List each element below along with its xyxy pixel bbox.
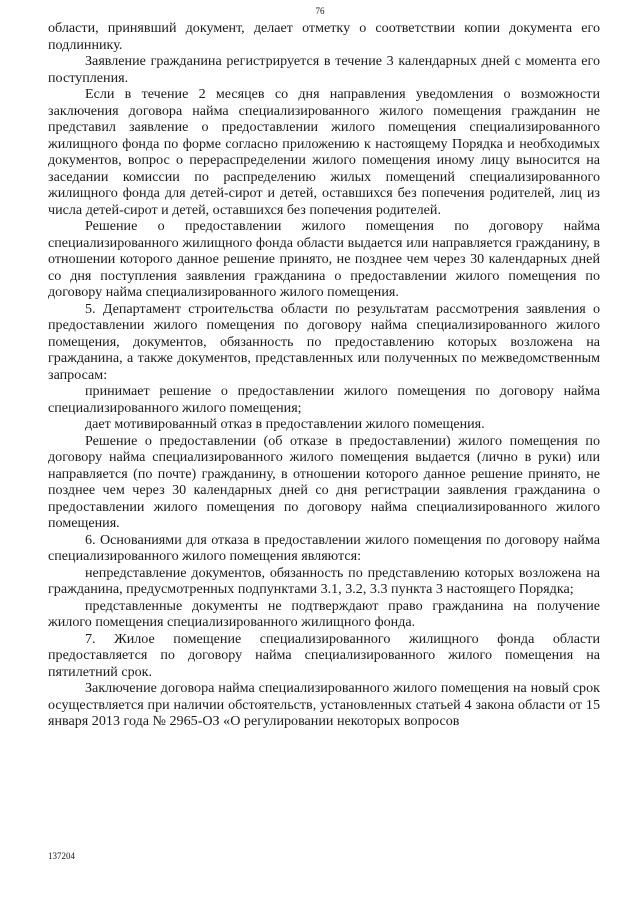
paragraph-11: представленные документы не подтверждают право гражданина на получение жилого помещения специализированного жилищного фонда. — [48, 597, 600, 630]
paragraph-3: Если в течение 2 месяцев со дня направления уведомления о возможности заключения договора найма специализированного жилого помещения гражданин не представил заявление о предоставлении жилого помещения специализированного жилищного фонда по форме согласно приложению к настоящему Порядка и необходимых документов, вопрос о перераспределении жилого помещения иному лицу выносится на заседании комиссии по распределению жилых помещений специализированного жилищного фонда для детей-сирот и детей, оставшихся без попечения родителей, лиц из числа детей-сирот и детей, оставшихся без попечения родителей. — [48, 86, 600, 218]
paragraph-10: непредставление документов, обязанность по представлению которых возложена на гражданина, предусмотренных подпунктами 3.1, 3.2, 3.3 пункта 3 настоящего Порядка; — [48, 564, 600, 597]
paragraph-8: Решение о предоставлении (об отказе в предоставлении) жилого помещения по договору найма специализированного жилого помещения выдается (лично в руки) или направляется (по почте) гражданину, в отношении которого данное решение принято, не позднее чем через 30 календарных дней со дня регистрации заявления гражданина о предоставлении жилого помещения по договору найма специализированного жилого помещения. — [48, 432, 600, 531]
paragraph-4: Решение о предоставлении жилого помещения по договору найма специализированного жилищного фонда области выдается или направляется гражданину, в отношении которого данное решение принято, не позднее чем через 30 календарных дней со дня поступления заявления гражданина о предоставлении жилого помещения по договору найма специализированного жилого помещения. — [48, 218, 600, 300]
document-code: 137204 — [48, 851, 75, 861]
paragraph-1: области, принявший документ, делает отметку о соответствии копии документа его подлиннику. — [48, 20, 600, 53]
paragraph-6: принимает решение о предоставлении жилого помещения по договору найма специализированного жилого помещения; — [48, 383, 600, 416]
paragraph-7: дает мотивированный отказ в предоставлении жилого помещения. — [85, 416, 485, 432]
paragraph-13: Заключение договора найма специализированного жилого помещения на новый срок осуществляется при наличии обстоятельств, установленных статьей 4 закона области от 15 января 2013 года № 2965-ОЗ «О регулировании некоторых вопросов — [48, 680, 600, 729]
paragraph-5: 5. Департамент строительства области по результатам рассмотрения заявления о предоставлении жилого помещения по договору найма специализированного жилого помещения, документов, обязанность по предоставлению которых возложена на гражданина, а также документов, представленных или полученных по межведомственным запросам: — [48, 300, 600, 383]
paragraph-9: 6. Основаниями для отказа в предоставлении жилого помещения по договору найма специализированного жилого помещения являются: — [48, 531, 600, 564]
page-number: 76 — [315, 6, 325, 16]
paragraph-2: Заявление гражданина регистрируется в течение 3 календарных дней с момента его поступления. — [48, 53, 600, 86]
paragraph-12: 7. Жилое помещение специализированного жилищного фонда области предоставляется по договору найма специализированного жилого помещения на пятилетний срок. — [48, 630, 600, 680]
document-body — [48, 20, 600, 730]
